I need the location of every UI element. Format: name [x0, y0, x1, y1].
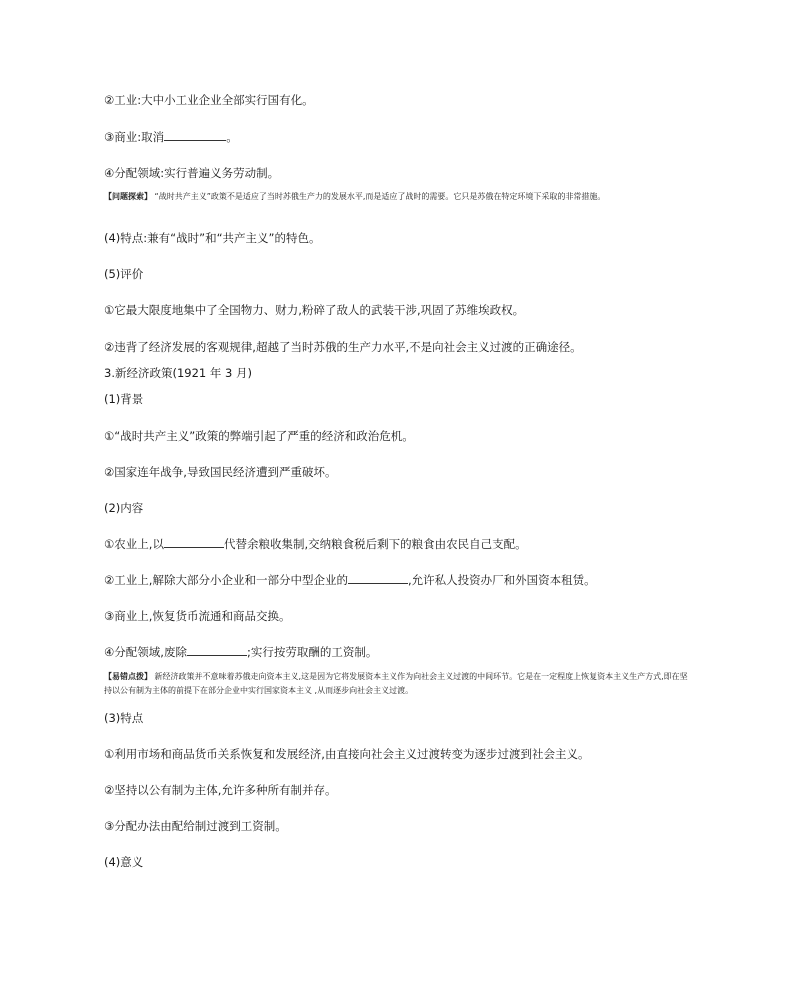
- fill-blank-commerce: [164, 129, 226, 141]
- feature-line: (4)特点:兼有“战时”和“共产主义”的特色。: [104, 231, 321, 245]
- distribution-suffix: ;实行按劳取酬的工资制。: [246, 645, 378, 659]
- problem-exploration-note: [104, 190, 694, 204]
- distribution-labor-line: ④分配领域:实行普遍义务劳动制。: [104, 166, 280, 180]
- agriculture-prefix: ①农业上,以: [104, 537, 164, 551]
- background-point-1: ①“战时共产主义”政策的弊端引起了严重的经济和政治危机。: [104, 429, 414, 443]
- section-heading-nep: 3.新经济政策(1921 年 3 月): [104, 366, 252, 380]
- error-prone-text: 新经济政策并不意味着苏俄走向资本主义,这是因为它将发展资本主义作为向社会主义过渡的中间环节。它是在一定程度上恢复资本主义生产方式,即在坚持以公有制为主体的前提下在部分企业中实行国家资本主义 ,从而逐步向社会主义过渡。: [104, 672, 688, 695]
- commerce-abolish-prefix: ③商业:取消: [104, 130, 165, 144]
- features-point-2: ②坚持以公有制为主体,允许多种所有制并存。: [104, 783, 337, 797]
- error-prone-tag: 【易错点拨】: [104, 672, 152, 681]
- industry-nationalization-line: ②工业:大中小工业企业全部实行国有化。: [104, 93, 314, 107]
- background-heading: (1)背景: [104, 392, 144, 406]
- content-heading: (2)内容: [104, 501, 144, 515]
- content-distribution-line: [104, 644, 377, 660]
- commerce-abolish-line: [104, 129, 238, 145]
- fill-blank-industry: [348, 572, 408, 584]
- industry-suffix: ,允许私人投资办厂和外国资本租赁。: [407, 573, 596, 587]
- distribution-prefix: ④分配领域,废除: [104, 645, 187, 659]
- content-industry-line: [104, 572, 596, 588]
- industry-prefix: ②工业上,解除大部分小企业和一部分中型企业的: [104, 573, 348, 587]
- features-point-1: ①利用市场和商品货币关系恢复和发展经济,由直接向社会主义过渡转变为逐步过渡到社会主义。: [104, 747, 590, 761]
- features-heading: (3)特点: [104, 711, 144, 725]
- fill-blank-agriculture: [164, 536, 224, 548]
- evaluation-point-2: ②违背了经济发展的客观规律,超越了当时苏俄的生产力水平,不是向社会主义过渡的正确途径。: [104, 340, 582, 354]
- evaluation-point-1: ①它最大限度地集中了全国物力、财力,粉碎了敌人的武装干涉,巩固了苏维埃政权。: [104, 303, 525, 317]
- problem-exploration-tag: 【问题探索】: [104, 192, 152, 201]
- fill-blank-distribution: [187, 644, 247, 656]
- background-point-2: ②国家连年战争,导致国民经济遭到严重破坏。: [104, 465, 337, 479]
- features-point-3: ③分配办法由配给制过渡到工资制。: [104, 819, 287, 833]
- significance-heading: (4)意义: [104, 855, 144, 869]
- content-agriculture-line: [104, 536, 527, 552]
- content-commerce-line: ③商业上,恢复货币流通和商品交换。: [104, 609, 291, 623]
- error-prone-note: [104, 670, 694, 698]
- evaluation-heading: (5)评价: [104, 267, 144, 281]
- commerce-abolish-suffix: 。: [226, 130, 238, 144]
- problem-exploration-text: “战时共产主义”政策不是适应了当时苏俄生产力的发展水平,而是适应了战时的需要。它只是苏俄在特定环境下采取的非常措施。: [154, 192, 606, 201]
- agriculture-suffix: 代替余粮收集制,交纳粮食税后剩下的粮食由农民自己支配。: [223, 537, 527, 551]
